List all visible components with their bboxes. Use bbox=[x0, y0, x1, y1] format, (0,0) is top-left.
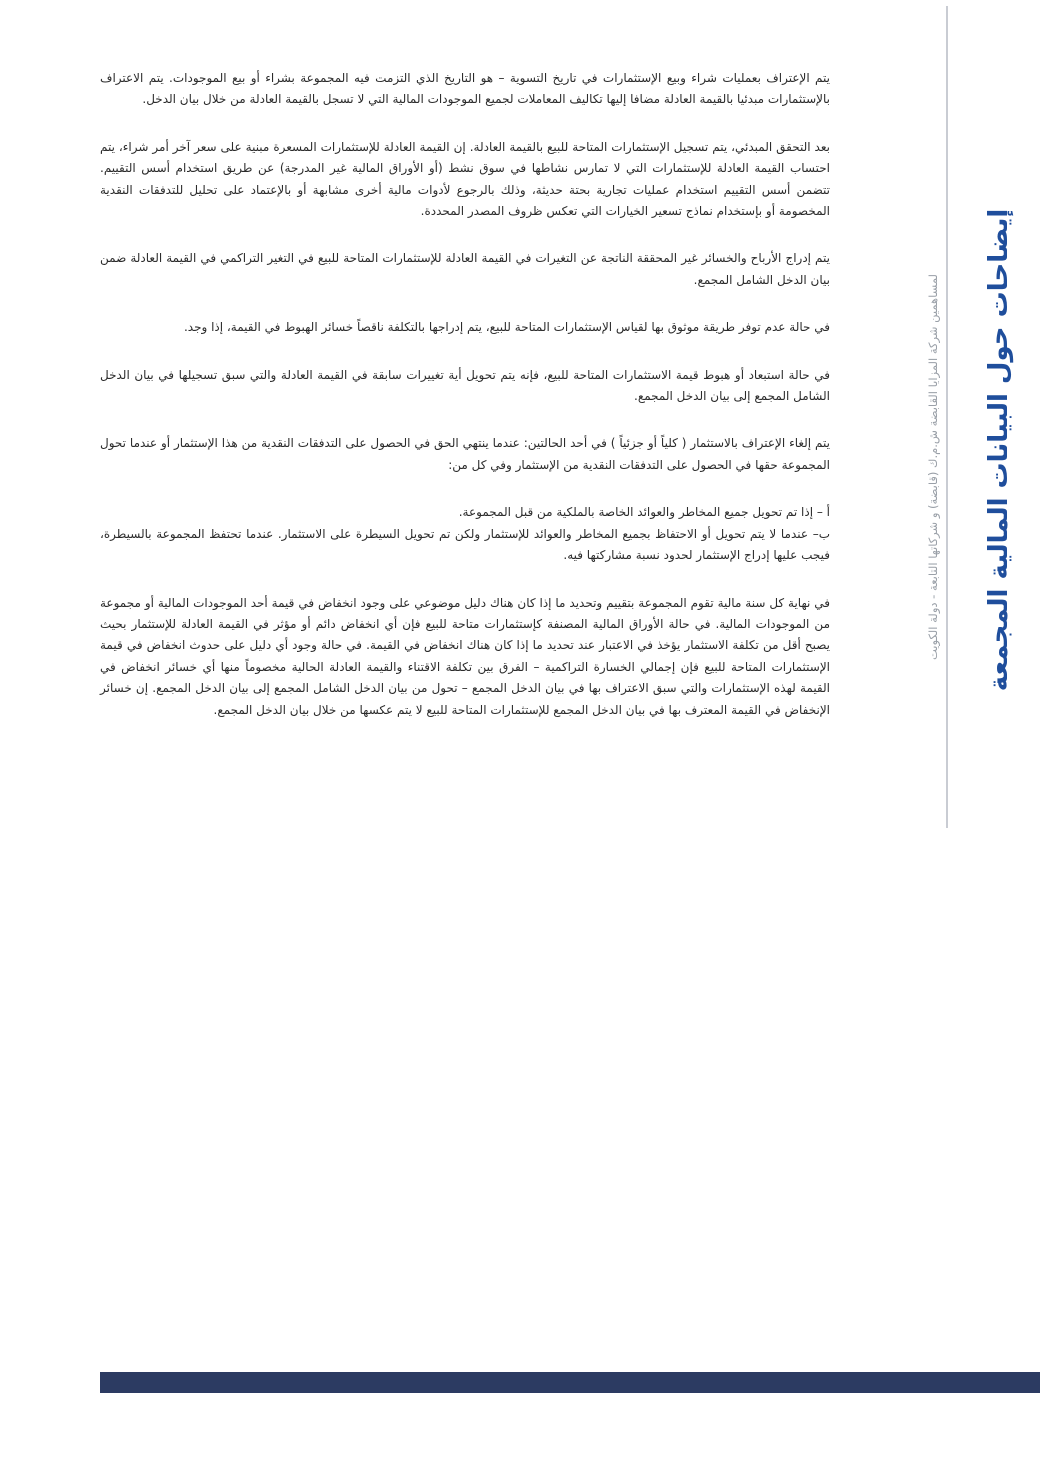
footer-bar bbox=[100, 1372, 1040, 1393]
paragraph-recognition: يتم الإعتراف بعمليات شراء وبيع الإستثمارات في تاريخ التسوية – هو التاريخ الذي التزمت فيه المجموعة بشراء أو بيع الموجودات. يتم الاعتراف بالإستثمارات مبدئيا بالقيمة العادلة مضافا إليها تكاليف المعاملات لجميع الموجودات المالية التي لا تسجل بالقيمة العادلة من خلال بيان الدخل. bbox=[100, 71, 830, 107]
paragraph-unrealized-gains: يتم إدراج الأرباح والخسائر غير المحققة الناتجة عن التغيرات في القيمة العادلة للإستثمارات المتاحة للبيع في التغير التراكمي في القيمة العادلة ضمن بيان الدخل الشامل المجمع. bbox=[100, 251, 830, 287]
paragraph-no-reliable-method: في حالة عدم توفر طريقة موثوق بها لقياس الإستثمارات المتاحة للبيع، يتم إدراجها بالتكلفة ناقصاً خسائر الهبوط في القيمة، إذا وجد. bbox=[183, 320, 830, 335]
paragraph-impairment: في نهاية كل سنة مالية تقوم المجموعة بتقييم وتحديد ما إذا كان هناك دليل موضوعي على وجود انخفاض في قيمة أحد الموجودات المالية أو مجموعة من الموجودات المالية. في حالة الأوراق المالية المصنفة كإستثمارات متاحة للبيع فإن أي انخفاض دائم أو مؤثر في القيمة العادلة للإستثمار بحيث يصبح أقل من تكلفة الاستثمار يؤخذ في الاعتبار عند تحديد ما إذا كان هناك انخفاض في القيمة. في حالة وجود أي دليل على حدوث انخفاض في قيمة الإستثمارات المتاحة للبيع فإن إجمالي الخسارة التراكمية – الفرق بين تكلفة الاقتناء والقيمة العادلة الحالية مخصوماً منها أي خسائر انخفاض في القيمة لهذه الإستثمارات والتي سبق الاعتراف بها في بيان الدخل المجمع – تحول من بيان الدخل الشامل المجمع إلى بيان الدخل المجمع. إن خسائر الإنخفاض في القيمة المعترف بها في بيان الدخل المجمع للإستثمارات المتاحة للبيع لا يتم عكسها من خلال بيان الدخل المجمع. bbox=[100, 595, 830, 717]
list-item-a: أ – إذا تم تحويل جميع المخاطر والعوائد الخاصة بالملكية من قبل المجموعة. bbox=[458, 505, 830, 520]
list-item-b: ب– عندما لا يتم تحويل أو الاحتفاظ بجميع المخاطر والعوائد للإستثمار ولكن تم تحويل السيطرة على الاستثمار. عندما تحتفظ المجموعة بالسيطرة، فيجب عليها إدراج الإستثمار لحدود نسبة مشاركتها فيه. bbox=[100, 526, 830, 563]
sidebar-title: إيضاحات حول البيانات المالية المجمعة bbox=[984, 208, 1014, 692]
paragraph-disposal: في حالة استبعاد أو هبوط قيمة الاستثمارات المتاحة للبيع، فإنه يتم تحويل أية تغييرات سابقة في القيمة العادلة والتي سبق تسجيلها في بيان الدخل الشامل المجمع إلى بيان الدخل المجمع. bbox=[100, 367, 830, 404]
sidebar-divider bbox=[946, 6, 948, 828]
paragraph-derecognition: يتم إلغاء الإعتراف بالاستثمار ( كلياً أو جزئياً ) في أحد الحالتين: عندما ينتهي الحق في الحصول على التدفقات النقدية من هذا الإستثمار أو عندما تحول المجموعة حقها في الحصول على التدفقات النقدية من الإستثمار وفي كل من: bbox=[100, 436, 830, 472]
paragraph-fair-value: بعد التحقق المبدئي، يتم تسجيل الإستثمارات المتاحة للبيع بالقيمة العادلة. إن القيمة العادلة للإستثمارات المسعرة مبنية على سعر آخر أمر شراء، يتم احتساب القيمة العادلة للإستثمارات التي لا تمارس نشاطها في سوق نشط (أو الأوراق المالية غير المدرجة) عن طريق استخدام أسس التقييم. تتضمن أسس التقييم استخدام عمليات تجارية بحتة حديثة، وذلك بالرجوع لأدوات مالية أخرى مشابهة أو بالإعتماد على تحليل للتدفقات النقدية المخصومة أو بإستخدام نماذج تسعير الخيارات التي تعكس ظروف المصدر المحددة. bbox=[100, 139, 830, 219]
notes-body bbox=[100, 68, 830, 747]
sidebar-subtitle: لمساهمين شركة المزايا القابضة ش.م.ك (قابضة) و شركاتها التابعة - دولة الكويت bbox=[926, 274, 940, 660]
